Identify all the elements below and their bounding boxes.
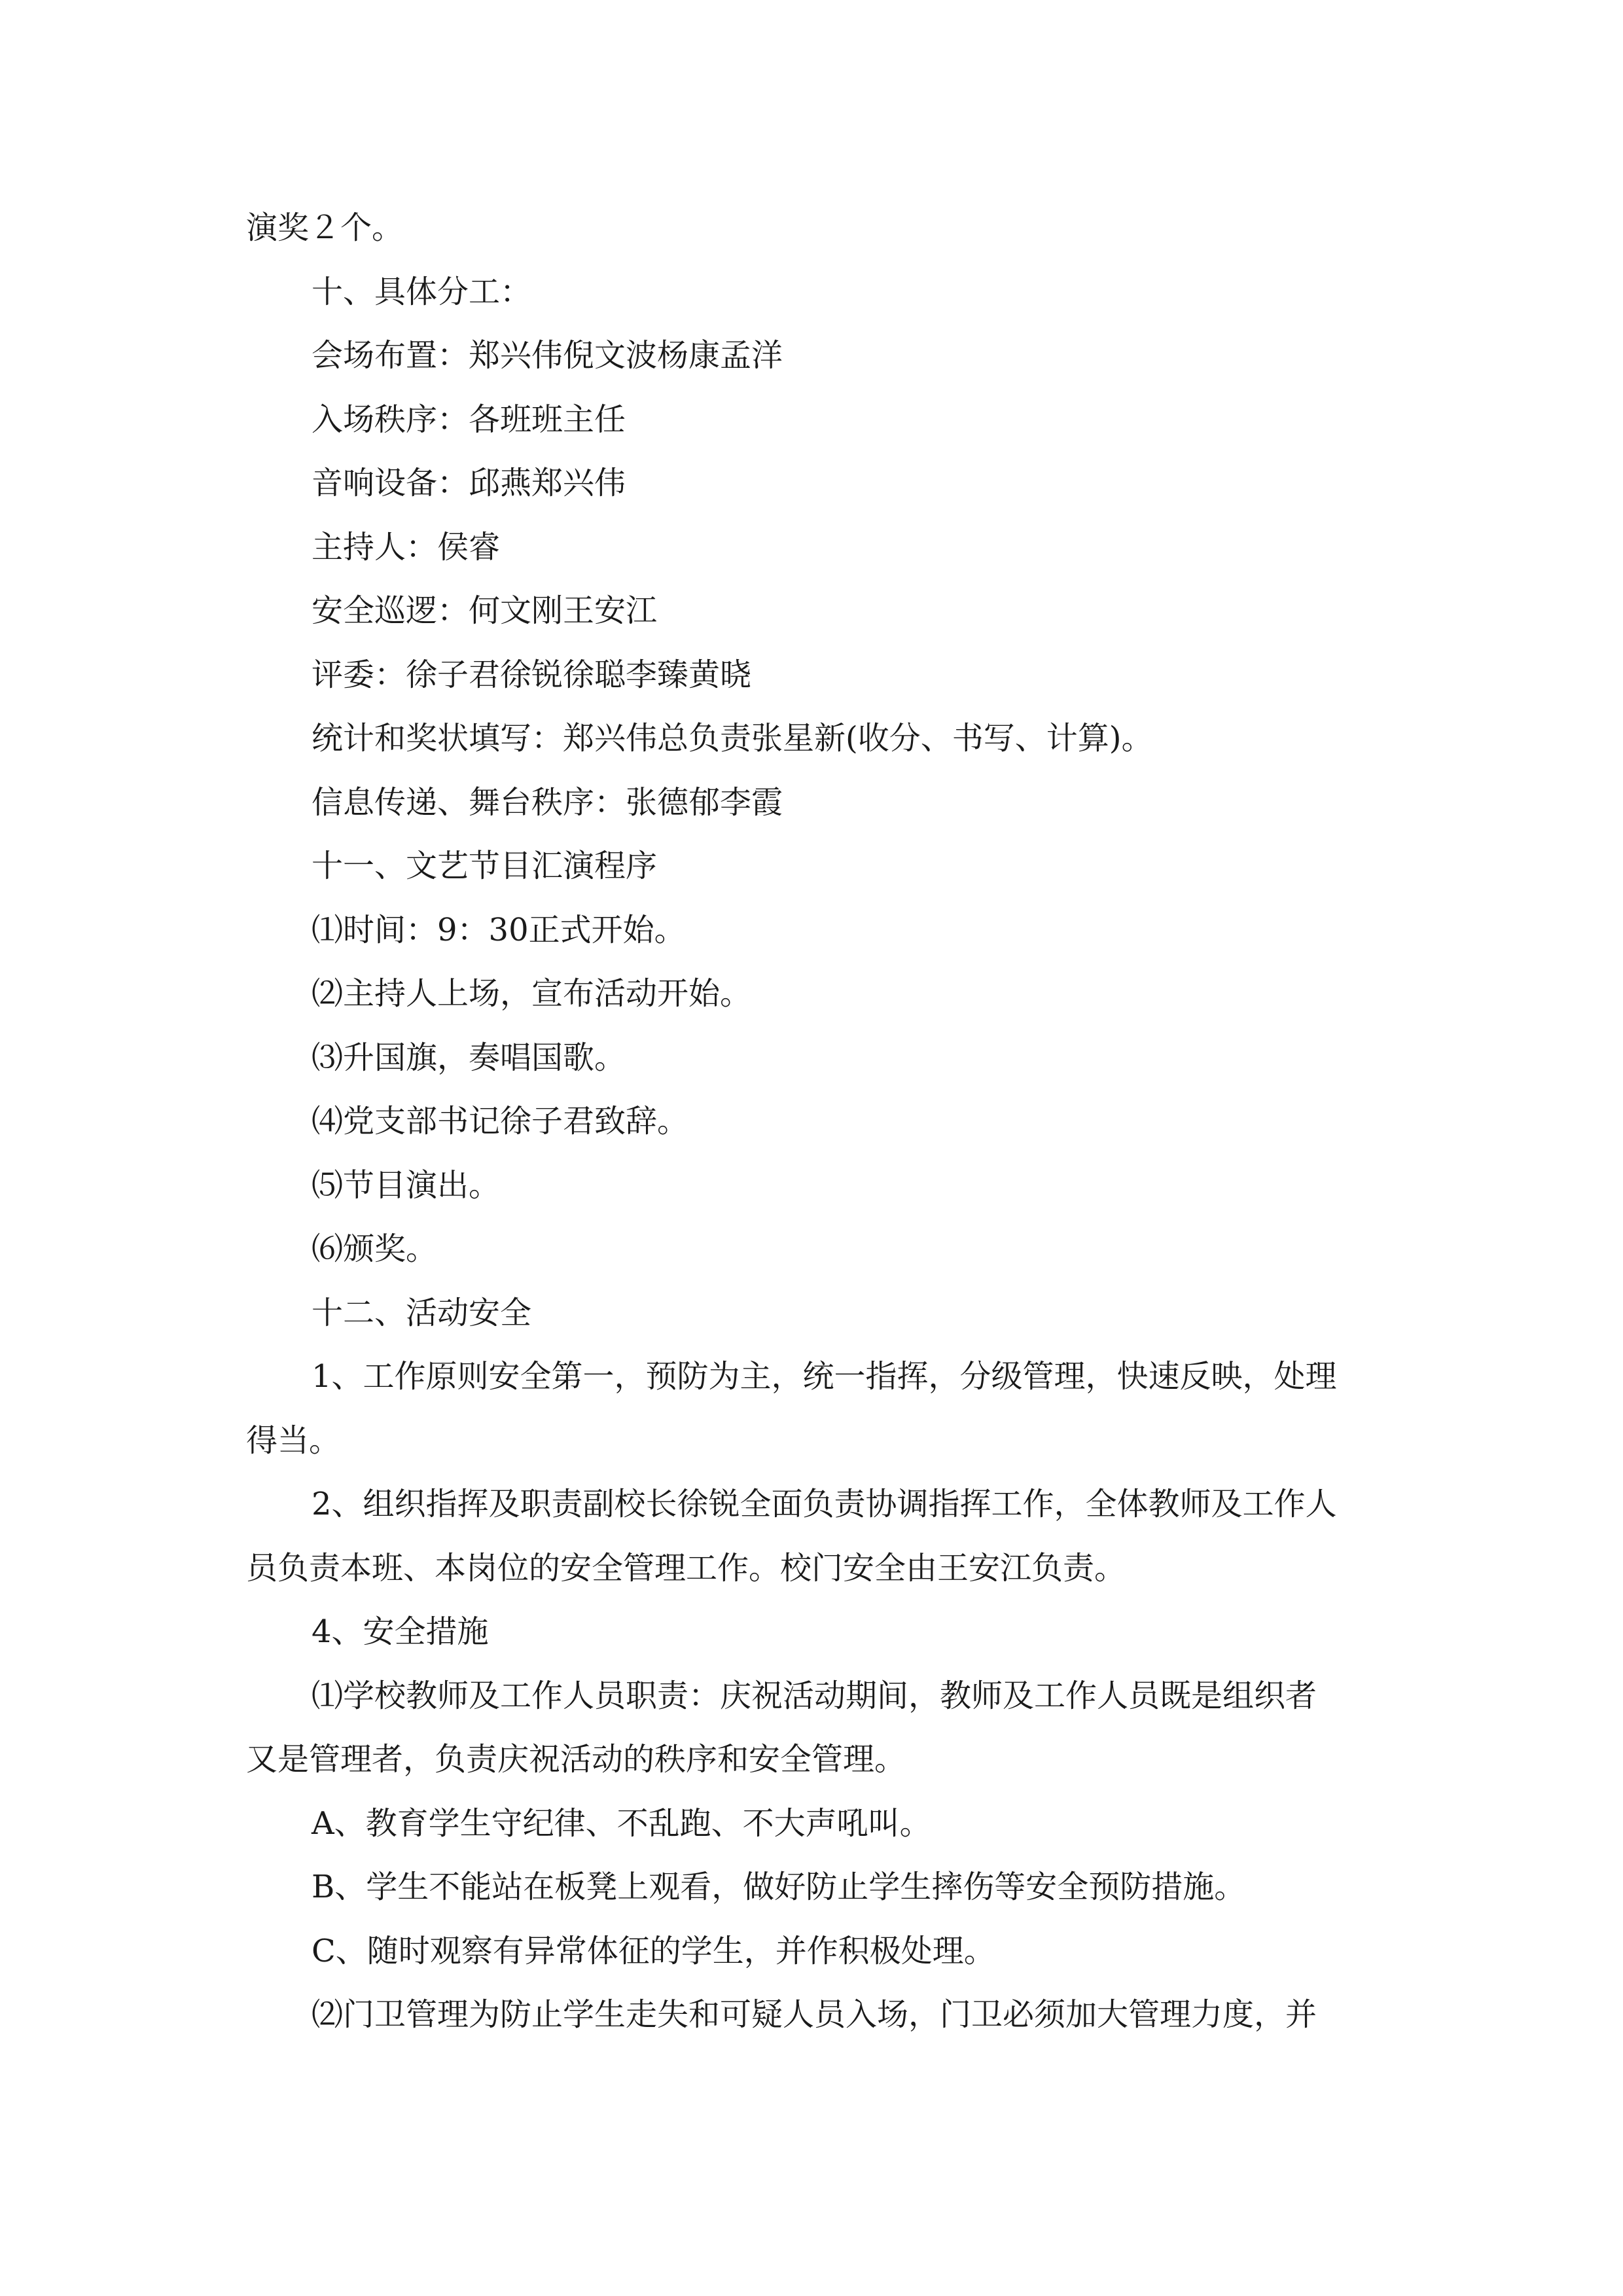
text-line: 安全巡逻：何文刚王安江 — [312, 592, 658, 629]
paragraph-line: 又是管理者，负责庆祝活动的秩序和安全管理。 — [246, 1741, 906, 1778]
list-item: C、随时观察有异常体征的学生，并作积极处理。 — [312, 1932, 995, 1969]
paragraph-line: ⑵门卫管理为防止学生走失和可疑人员入场，门卫必须加大管理力度，并 — [312, 1996, 1317, 2033]
text-line: 入场秩序：各班班主任 — [312, 401, 626, 438]
document-body — [246, 196, 1382, 2047]
text-line: 会场布置：郑兴伟倪文波杨康孟洋 — [312, 337, 783, 374]
section-heading: 4、安全措施 — [312, 1613, 489, 1650]
list-item: ⑷党支部书记徐子君致辞。 — [312, 1103, 689, 1139]
section-heading: 十二、活动安全 — [312, 1294, 532, 1331]
section-heading: 十、具体分工： — [312, 273, 532, 310]
list-item: ⑸节目演出。 — [312, 1166, 501, 1204]
list-item: A、教育学生守纪律、不乱跑、不大声吼叫。 — [312, 1804, 931, 1842]
list-item: ⑵主持人上场，宣布活动开始。 — [312, 975, 752, 1012]
text-line: 信息传递、舞台秩序：张德郁李霞 — [312, 783, 783, 821]
list-item: ⑶升国旗，奏唱国歌。 — [312, 1039, 626, 1076]
paragraph-line: 2、组织指挥及职责副校长徐锐全面负责协调指挥工作，全体教师及工作人 — [312, 1486, 1337, 1522]
list-item: B、学生不能站在板凳上观看，做好防止学生摔伤等安全预防措施。 — [312, 1869, 1246, 1905]
text-line: 统计和奖状填写：郑兴伟总负责张星新(收分、书写、计算)。 — [312, 720, 1153, 757]
list-item: ⑹颁奖。 — [312, 1230, 438, 1267]
text-line: 演奖２个。 — [246, 209, 404, 246]
paragraph-line: 1、工作原则安全第一，预防为主，统一指挥，分级管理，快速反映，处理 — [312, 1358, 1337, 1395]
paragraph-line: 得当。 — [246, 1422, 341, 1459]
paragraph-line: ⑴学校教师及工作人员职责：庆祝活动期间，教师及工作人员既是组织者 — [312, 1677, 1317, 1714]
text-line: 主持人：侯睿 — [312, 528, 501, 565]
section-heading: 十一、文艺节目汇演程序 — [312, 848, 658, 884]
text-line: 评委：徐子君徐锐徐聪李臻黄晓 — [312, 656, 752, 693]
paragraph-line: 员负责本班、本岗位的安全管理工作。校门安全由王安江负责。 — [246, 1549, 1126, 1587]
list-item: ⑴时间：9：30正式开始。 — [312, 911, 686, 948]
text-line: 音响设备：邱燕郑兴伟 — [312, 465, 626, 501]
